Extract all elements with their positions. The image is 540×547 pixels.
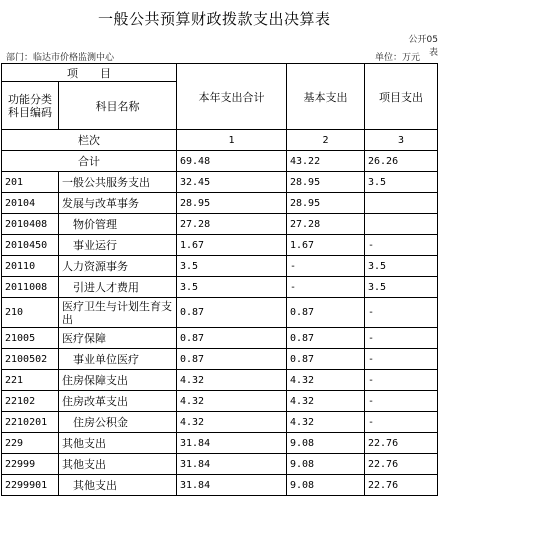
row-basic: 0.87 xyxy=(287,349,365,370)
row-basic: 4.32 xyxy=(287,391,365,412)
row-basic: 9.08 xyxy=(287,433,365,454)
row-project: 3.5 xyxy=(365,172,438,193)
col-label: 栏次 xyxy=(2,130,177,151)
row-code: 2100502 xyxy=(2,349,59,370)
row-total: 3.5 xyxy=(177,277,287,298)
row-project: - xyxy=(365,298,438,328)
total-basic: 43.22 xyxy=(287,151,365,172)
row-name: 事业单位医疗 xyxy=(59,349,177,370)
table-row xyxy=(2,454,438,475)
row-code: 2299901 xyxy=(2,475,59,496)
basic-header: 基本支出 xyxy=(287,64,365,130)
row-code: 221 xyxy=(2,370,59,391)
row-code: 22999 xyxy=(2,454,59,475)
table-row xyxy=(2,475,438,496)
row-name: 其他支出 xyxy=(59,475,177,496)
row-project xyxy=(365,193,438,214)
row-total: 4.32 xyxy=(177,391,287,412)
total-row xyxy=(2,151,438,172)
expenditure-table xyxy=(1,63,438,496)
row-name: 住房改革支出 xyxy=(59,391,177,412)
row-basic: 28.95 xyxy=(287,193,365,214)
row-total: 4.32 xyxy=(177,370,287,391)
row-name: 一般公共服务支出 xyxy=(59,172,177,193)
row-project: - xyxy=(365,349,438,370)
row-basic: - xyxy=(287,277,365,298)
row-project: 3.5 xyxy=(365,256,438,277)
row-code: 20110 xyxy=(2,256,59,277)
total-project: 26.26 xyxy=(365,151,438,172)
table-row xyxy=(2,214,438,235)
row-code: 20104 xyxy=(2,193,59,214)
total-total: 69.48 xyxy=(177,151,287,172)
row-code: 229 xyxy=(2,433,59,454)
row-basic: 9.08 xyxy=(287,475,365,496)
row-name: 住房公积金 xyxy=(59,412,177,433)
row-basic: 27.28 xyxy=(287,214,365,235)
table-row xyxy=(2,256,438,277)
row-basic: 1.67 xyxy=(287,235,365,256)
row-name: 引进人才费用 xyxy=(59,277,177,298)
item-header: 项 目 xyxy=(2,64,177,82)
row-name: 医疗卫生与计划生育支出 xyxy=(59,298,177,328)
table-row xyxy=(2,391,438,412)
subject-name-header: 科目名称 xyxy=(59,82,177,130)
row-total: 4.32 xyxy=(177,412,287,433)
table-row xyxy=(2,412,438,433)
table-row xyxy=(2,235,438,256)
row-basic: 4.32 xyxy=(287,412,365,433)
row-project: 22.76 xyxy=(365,433,438,454)
table-row xyxy=(2,193,438,214)
row-total: 1.67 xyxy=(177,235,287,256)
row-name: 其他支出 xyxy=(59,454,177,475)
department-label: 部门：临达市价格监测中心 xyxy=(6,53,115,63)
row-code: 2010408 xyxy=(2,214,59,235)
row-code: 21005 xyxy=(2,328,59,349)
col-number-1: 1 xyxy=(177,130,287,151)
row-total: 31.84 xyxy=(177,433,287,454)
row-total: 31.84 xyxy=(177,475,287,496)
row-total: 0.87 xyxy=(177,328,287,349)
table-row xyxy=(2,349,438,370)
row-name: 事业运行 xyxy=(59,235,177,256)
row-total: 0.87 xyxy=(177,298,287,328)
report-title: 一般公共预算财政拨款支出决算表 xyxy=(98,10,331,28)
row-code: 210 xyxy=(2,298,59,328)
total-label: 合计 xyxy=(2,151,177,172)
row-project: - xyxy=(365,412,438,433)
row-code: 2011008 xyxy=(2,277,59,298)
table-row xyxy=(2,328,438,349)
row-basic: 28.95 xyxy=(287,172,365,193)
table-row xyxy=(2,370,438,391)
row-project: 22.76 xyxy=(365,475,438,496)
project-header: 项目支出 xyxy=(365,64,438,130)
row-project: 22.76 xyxy=(365,454,438,475)
row-code: 22102 xyxy=(2,391,59,412)
row-basic: - xyxy=(287,256,365,277)
row-project: 3.5 xyxy=(365,277,438,298)
row-total: 27.28 xyxy=(177,214,287,235)
row-project: - xyxy=(365,391,438,412)
row-basic: 0.87 xyxy=(287,328,365,349)
row-name: 发展与改革事务 xyxy=(59,193,177,214)
row-name: 住房保障支出 xyxy=(59,370,177,391)
func-code-header: 功能分类科目编码 xyxy=(2,82,59,130)
form-number: 公开05表 xyxy=(408,35,438,58)
row-name: 医疗保障 xyxy=(59,328,177,349)
table-row xyxy=(2,298,438,328)
row-total: 3.5 xyxy=(177,256,287,277)
table-row xyxy=(2,277,438,298)
row-project: - xyxy=(365,370,438,391)
row-basic: 4.32 xyxy=(287,370,365,391)
total-header: 本年支出合计 xyxy=(177,64,287,130)
row-total: 0.87 xyxy=(177,349,287,370)
row-total: 28.95 xyxy=(177,193,287,214)
row-basic: 0.87 xyxy=(287,298,365,328)
row-total: 31.84 xyxy=(177,454,287,475)
row-basic: 9.08 xyxy=(287,454,365,475)
row-name: 物价管理 xyxy=(59,214,177,235)
row-code: 2010450 xyxy=(2,235,59,256)
col-number-2: 2 xyxy=(287,130,365,151)
row-project: - xyxy=(365,328,438,349)
unit-label: 单位：万元 xyxy=(375,53,421,63)
row-total: 32.45 xyxy=(177,172,287,193)
col-number-3: 3 xyxy=(365,130,438,151)
table-row xyxy=(2,433,438,454)
row-project: - xyxy=(365,235,438,256)
row-name: 其他支出 xyxy=(59,433,177,454)
row-code: 201 xyxy=(2,172,59,193)
row-project xyxy=(365,214,438,235)
row-code: 2210201 xyxy=(2,412,59,433)
row-name: 人力资源事务 xyxy=(59,256,177,277)
table-row xyxy=(2,172,438,193)
